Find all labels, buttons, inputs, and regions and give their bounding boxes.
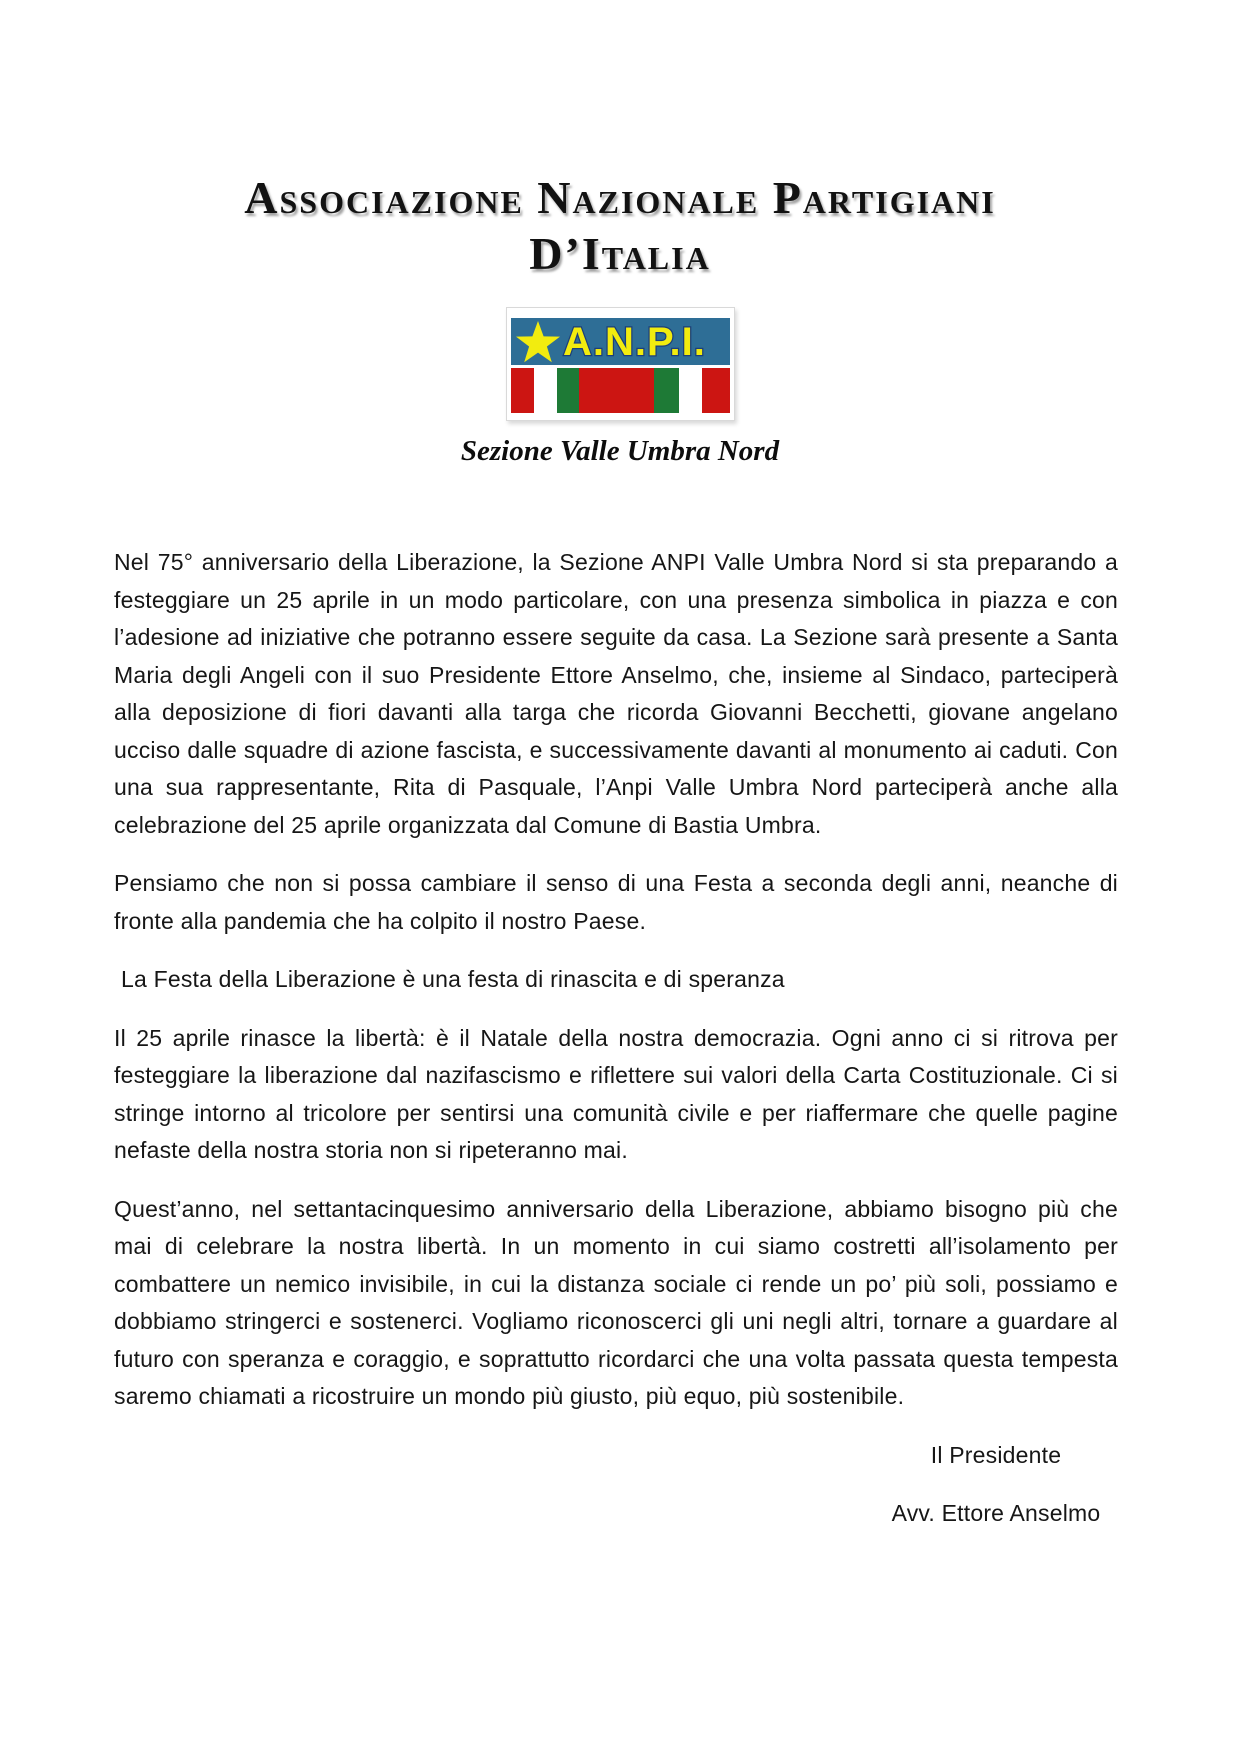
document-body	[114, 544, 1118, 1533]
ribbon-stripe-green	[557, 368, 579, 413]
body-paragraph: Nel 75° anniversario della Liberazione, la Sezione ANPI Valle Umbra Nord si sta preparando a festeggiare un 25 aprile in un modo particolare, con una presenza simbolica in piazza e con l’adesione ad iniziative che potranno essere seguite da casa. La Sezione sarà presente a Santa Maria degli Angeli con il suo Presidente Ettore Anselmo, che, insieme al Sindaco, parteciperà alla deposizione di fiori davanti alla targa che ricorda Giovanni Becchetti, giovane angelano ucciso dalle squadre di azione fascista, e successivamente davanti al monumento ai caduti. Con una sua rappresentante, Rita di Pasquale, l’Anpi Valle Umbra Nord parteciperà anche alla celebrazione del 25 aprile organizzata dal Comune di Bastia Umbra.	[114, 549, 1118, 838]
ribbon-stripe-red-wide	[579, 368, 654, 413]
signature-block	[874, 1437, 1118, 1533]
body-paragraph: La Festa della Liberazione è una festa di rinascita e di speranza	[121, 966, 785, 992]
ribbon-stripe-white	[534, 368, 557, 413]
signature-name: Avv. Ettore Anselmo	[891, 1500, 1101, 1526]
anpi-acronym: A.N.P.I.	[562, 320, 706, 364]
anpi-logo-band	[511, 318, 730, 365]
anpi-logo	[506, 307, 735, 421]
section-subtitle: Sezione Valle Umbra Nord	[460, 435, 780, 467]
body-paragraph: Quest’anno, nel settantacinquesimo anniversario della Liberazione, abbiamo bisogno più che mai di celebrare la nostra libertà. In un momento in cui siamo costretti all’isolamento per combattere un nemico invisibile, in cui la distanza sociale ci rende un po’ più soli, possiamo e dobbiamo stringerci e sostenerci. Vogliamo riconoscerci gli uni negli altri, tornare a guardare al futuro con speranza e coraggio, e soprattutto ricordarci che una volta passata questa tempesta saremo chiamati a ricostruire un mondo più giusto, più equo, più sostenibile.	[114, 1195, 1118, 1409]
title-line-2: D’Italia	[529, 228, 711, 279]
star-icon	[515, 320, 561, 364]
page-title	[0, 170, 1240, 282]
body-paragraph: Il 25 aprile rinasce la libertà: è il Natale della nostra democrazia. Ogni anno ci si ritrova per festeggiare la liberazione dal nazifascismo e riflettere sui valori della Carta Costituzionale. Ci si stringe intorno al tricolore per sentirsi una comunità civile e per riaffermare che quelle pagine nefaste della nostra storia non si ripeteranno mai.	[114, 1024, 1118, 1163]
ribbon-stripe-red	[702, 368, 730, 413]
tricolor-ribbon	[511, 368, 730, 413]
signature-role: Il Presidente	[930, 1441, 1062, 1468]
anpi-acronym-graphic	[561, 318, 729, 365]
document-header	[0, 0, 1240, 469]
ribbon-stripe-red	[511, 368, 534, 413]
body-paragraph: Pensiamo che non si possa cambiare il senso di una Festa a seconda degli anni, neanche di fronte alla pandemia che ha colpito il nostro Paese.	[114, 870, 1118, 934]
ribbon-stripe-white	[679, 368, 702, 413]
ribbon-stripe-green	[654, 368, 679, 413]
title-line-1: Associazione Nazionale Partigiani	[244, 172, 996, 223]
